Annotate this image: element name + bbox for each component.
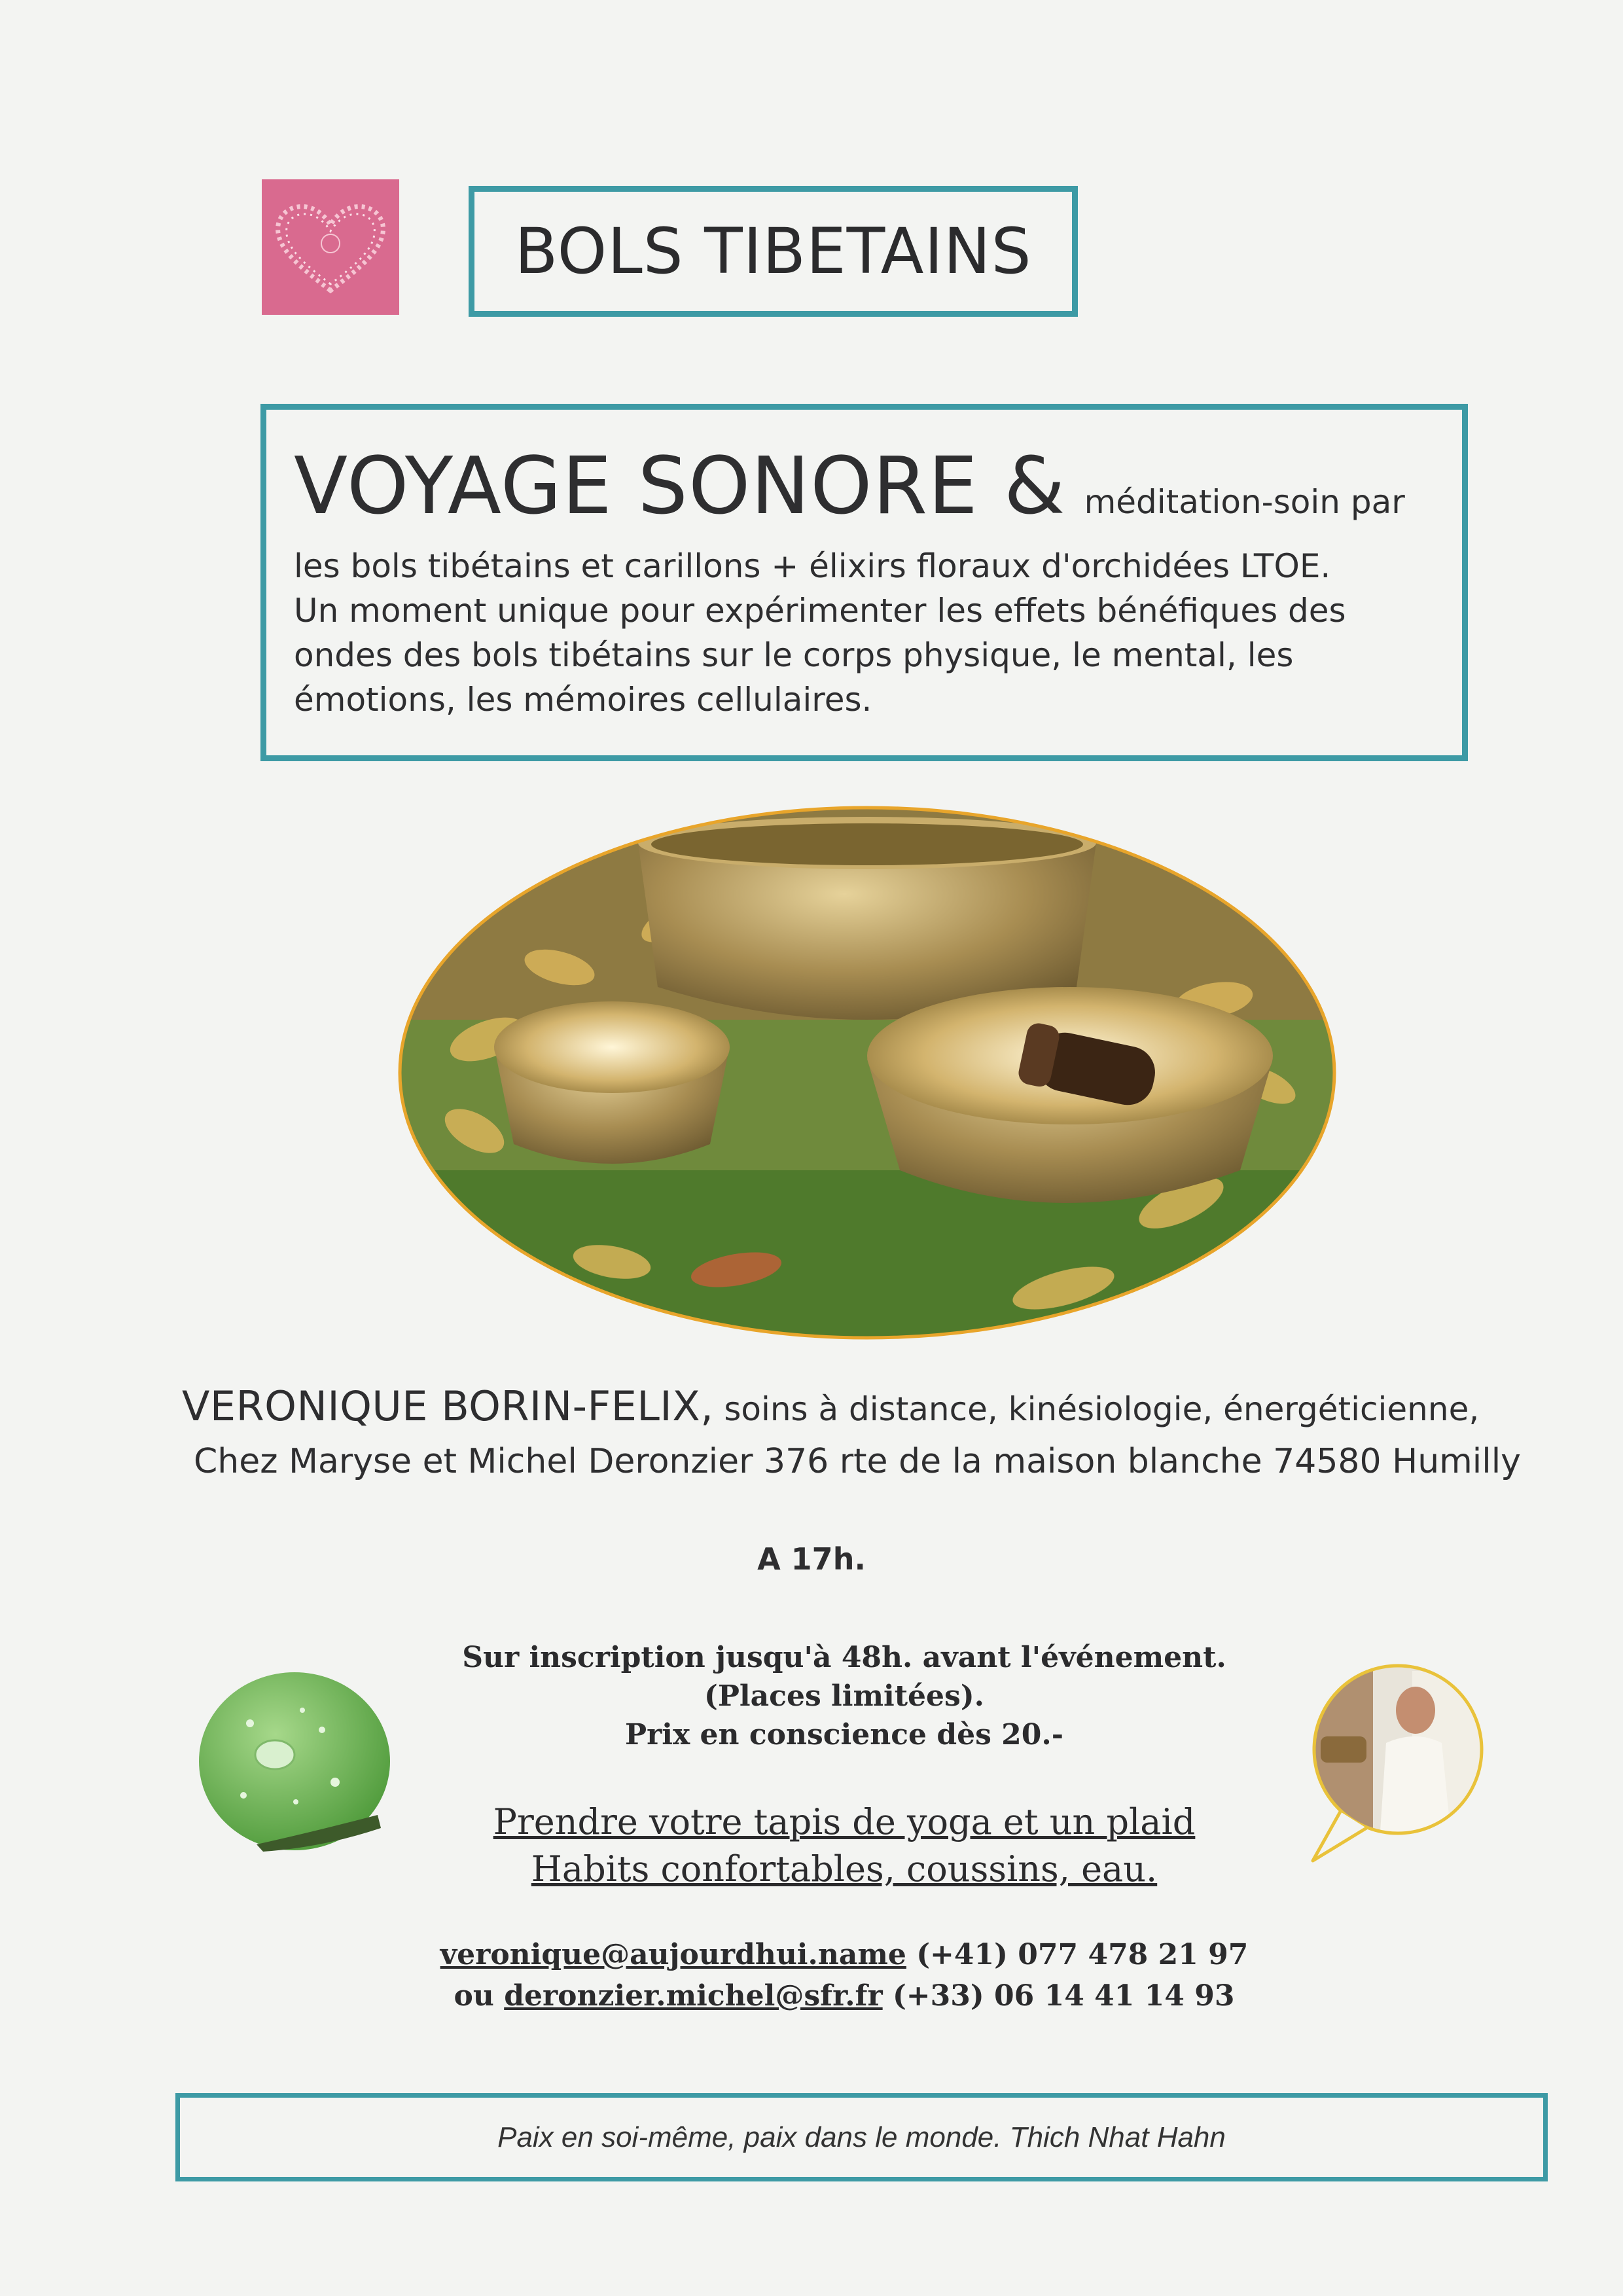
intro-frame xyxy=(260,404,1468,761)
intro-heading-big: VOYAGE SONORE & xyxy=(294,441,1066,532)
contact-info xyxy=(262,1934,1427,2017)
intro-line: ondes des bols tibétains sur le corps physique, le mental, les xyxy=(294,636,1294,674)
contact-prefix: ou xyxy=(454,1979,494,2013)
registration-info xyxy=(327,1638,1361,1754)
organizer-name: VERONIQUE BORIN-FELIX, xyxy=(182,1382,714,1430)
intro-line: Un moment unique pour expérimenter les effets bénéfiques des xyxy=(294,592,1346,630)
quote-frame xyxy=(175,2093,1548,2181)
bring-list xyxy=(327,1799,1361,1893)
bring-line: Habits confortables, coussins, eau. xyxy=(531,1848,1158,1890)
bring-line: Prendre votre tapis de yoga et un plaid xyxy=(493,1801,1196,1842)
intro-description xyxy=(294,544,1442,722)
email-link[interactable]: deronzier.michel@sfr.fr xyxy=(504,1979,883,2013)
singing-bowls-photo xyxy=(396,804,1338,1342)
event-time: A 17h. xyxy=(757,1541,866,1577)
organizer-line xyxy=(182,1382,1556,1430)
heart-flower-logo-icon xyxy=(262,179,399,315)
event-address: Chez Maryse et Michel Deronzier 376 rte de la maison blanche 74580 Humilly xyxy=(194,1442,1521,1481)
page-title: BOLS TIBETAINS xyxy=(514,215,1032,288)
registration-line: (Places limitées). xyxy=(704,1679,984,1713)
title-frame xyxy=(469,186,1078,317)
contact-line xyxy=(262,1975,1427,2017)
phone-number: (+33) 06 14 41 14 93 xyxy=(892,1979,1235,2013)
intro-heading-small: méditation-soin par xyxy=(1084,483,1405,521)
intro-line: les bols tibétains et carillons + élixirs floraux d'orchidées LTOE. xyxy=(294,547,1331,585)
registration-line: Sur inscription jusqu'à 48h. avant l'événement. xyxy=(462,1641,1226,1674)
email-link[interactable]: veronique@aujourdhui.name xyxy=(440,1938,906,1971)
organizer-roles: soins à distance, kinésiologie, énergéticienne, xyxy=(724,1390,1480,1428)
quote-text: Paix en soi-même, paix dans le monde. Thich Nhat Hahn xyxy=(497,2121,1226,2153)
price-line: Prix en conscience dès 20.- xyxy=(625,1718,1063,1751)
intro-heading xyxy=(294,441,1442,532)
intro-line: émotions, les mémoires cellulaires. xyxy=(294,681,872,719)
phone-number: (+41) 077 478 21 97 xyxy=(916,1938,1249,1971)
contact-line xyxy=(262,1934,1427,1975)
